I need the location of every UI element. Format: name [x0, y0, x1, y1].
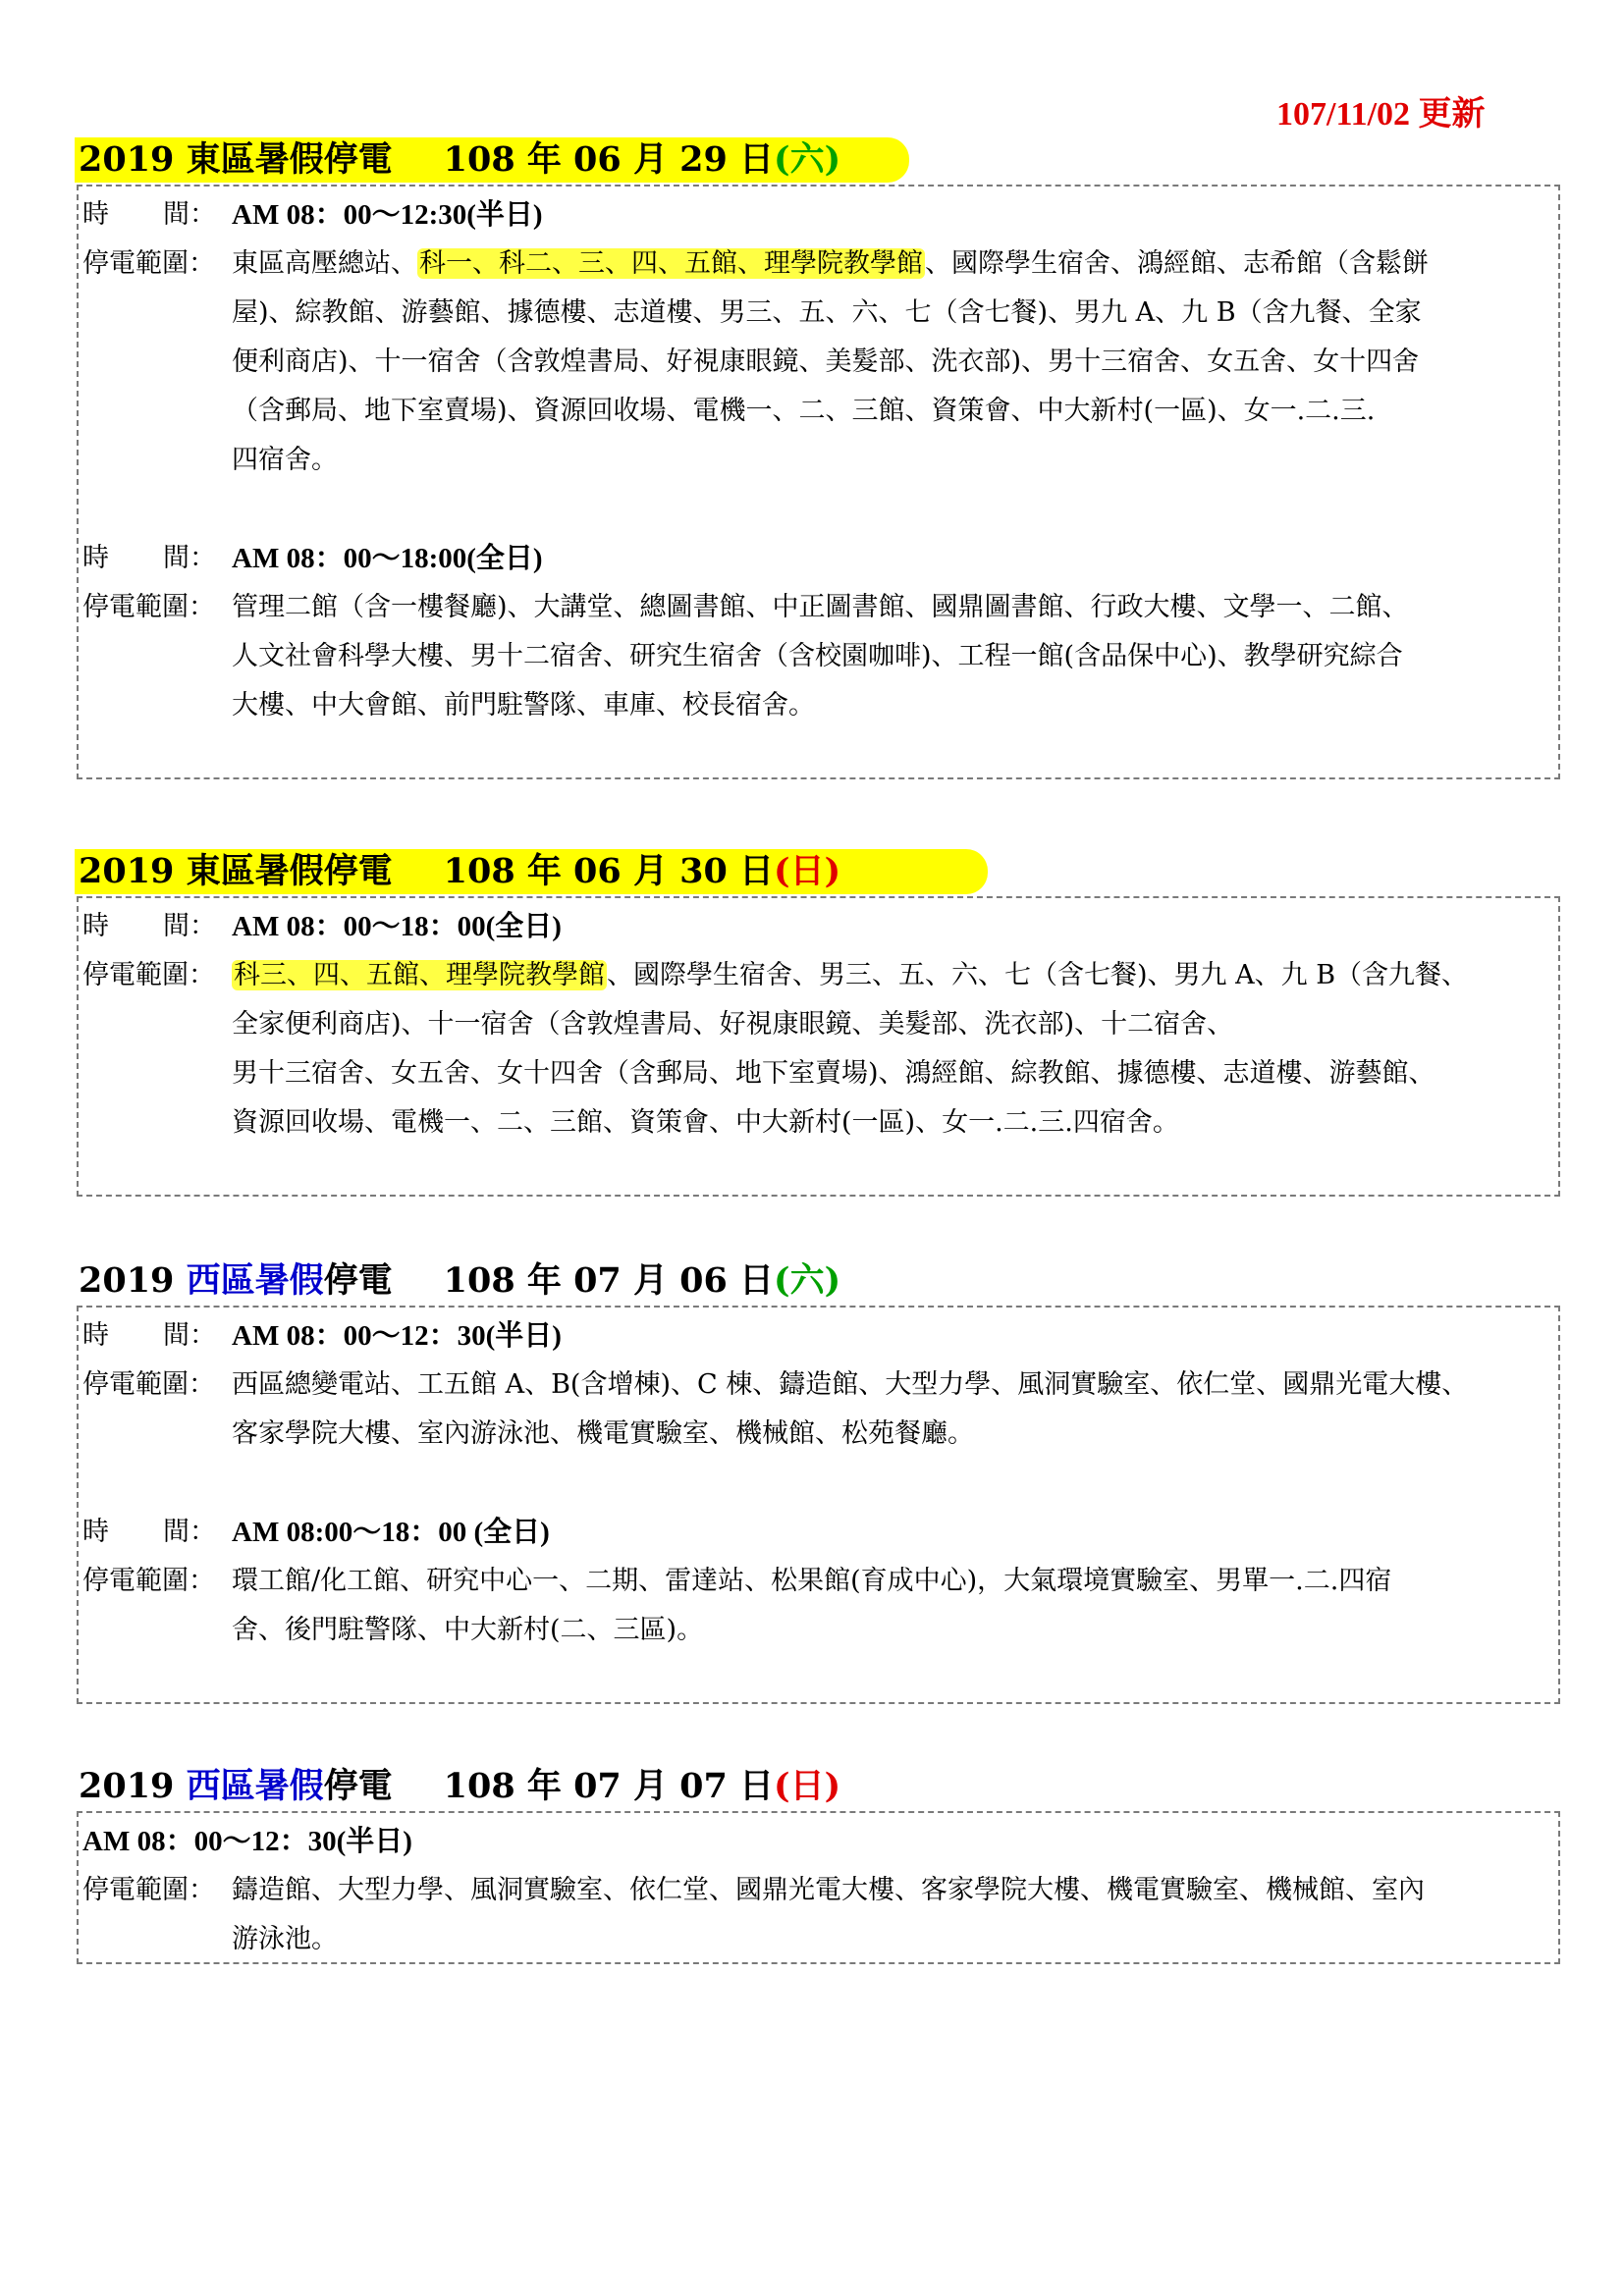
scope-row — [82, 583, 1552, 730]
update-stamp: 107/11/02 更新 — [1276, 96, 1486, 133]
heading-date: 108 年 06 月 29 日 — [443, 139, 775, 180]
scope-value: 環工館/化工館、研究中心一、二期、雷達站、松果館(育成中心)，大氣環境實驗室、男單一.二.四宿 舍、後門駐警隊、中大新村(二、三區)。 — [232, 1566, 1392, 1645]
scope-label: 停電範圍： — [82, 248, 215, 279]
scope-row — [82, 951, 1552, 1148]
scope-row — [82, 240, 1552, 485]
outage-section-0706 — [77, 1256, 1560, 1704]
time-label: 時 間： — [82, 911, 216, 941]
scope-label: 停電範圍： — [82, 1369, 215, 1400]
heading-area-suffix: 停電 — [323, 1766, 393, 1806]
heading-year: 2019 — [79, 1766, 187, 1806]
scope-row — [82, 1361, 1552, 1459]
scope-row — [82, 1557, 1552, 1655]
heading-area: 東區暑假停電 — [186, 139, 393, 180]
time-value: AM 08：00～12:30(半日) — [232, 199, 543, 231]
heading-date: 108 年 06 月 30 日 — [443, 851, 775, 891]
heading-year: 2019 — [79, 139, 187, 180]
time-value: AM 08：00～18：00(全日) — [232, 911, 562, 942]
time-label: 時 間： — [82, 199, 216, 230]
heading-weekday: (日) — [774, 1766, 841, 1806]
scope-label: 停電範圍： — [82, 1566, 215, 1596]
outage-section-0629 — [77, 135, 1560, 779]
time-row — [82, 190, 1552, 240]
outage-section-0630 — [77, 847, 1560, 1197]
time-row — [82, 1817, 1552, 1866]
heading-area: 西區暑假 — [186, 1260, 324, 1301]
time-value: AM 08：00～12：30(半日) — [232, 1320, 562, 1352]
highlighted-buildings: 科一、科二、三、四、五館、理學院教學館 — [419, 248, 923, 279]
time-label: 時 間： — [82, 543, 216, 573]
scope-value: 鑄造館、大型力學、風洞實驗室、依仁堂、國鼎光電大樓、客家學院大樓、機電實驗室、機械館、室內 游泳池。 — [232, 1875, 1425, 1954]
time-row — [82, 1508, 1552, 1557]
section-heading — [77, 847, 1560, 896]
scope-label: 停電範圍： — [82, 1875, 215, 1905]
scope-value: 科三、四、五館、理學院教學館、國際學生宿舍、男三、五、六、七（含七餐)、男九 A、九 B（含九餐、 全家便利商店)、十一宿舍（含敦煌書局、好視康眼鏡、美髮部、洗衣部)、十二宿舍、 男十三宿舍、女五舍、女十四舍（含郵局、地下室賣場)、鴻經館、綜教館、據德樓、志道樓、游藝館、 資源回收場、電機一、二、三館、資策會、中大新村(一區)、女一.二.三.四宿舍。 — [232, 960, 1469, 1138]
heading-date: 108 年 07 月 06 日 — [443, 1260, 775, 1301]
scope-label: 停電範圍： — [82, 592, 215, 622]
section-heading — [77, 1762, 1560, 1811]
section-heading — [77, 135, 1560, 185]
heading-weekday: (日) — [774, 851, 841, 891]
outage-detail-box — [77, 185, 1560, 779]
heading-date: 108 年 07 月 07 日 — [443, 1766, 775, 1806]
time-label: 時 間： — [82, 1320, 216, 1351]
heading-year: 2019 — [79, 851, 187, 891]
time-row — [82, 1311, 1552, 1361]
time-row — [82, 902, 1552, 951]
heading-weekday: (六) — [774, 139, 841, 180]
heading-year: 2019 — [79, 1260, 187, 1301]
scope-label: 停電範圍： — [82, 960, 215, 990]
time-value: AM 08：00～12：30(半日) — [82, 1826, 412, 1857]
outage-detail-box — [77, 1306, 1560, 1704]
heading-area: 東區暑假停電 — [186, 851, 393, 891]
time-row — [82, 534, 1552, 583]
section-heading — [77, 1256, 1560, 1306]
heading-weekday: (六) — [774, 1260, 841, 1301]
outage-section-0707 — [77, 1762, 1560, 1964]
heading-area: 西區暑假 — [186, 1766, 324, 1806]
highlighted-buildings: 科三、四、五館、理學院教學館 — [234, 960, 605, 990]
time-value: AM 08：00～18:00(全日) — [232, 543, 543, 574]
time-value: AM 08:00～18：00 (全日) — [232, 1517, 550, 1548]
scope-value: 管理二館（含一樓餐廳)、大講堂、總圖書館、中正圖書館、國鼎圖書館、行政大樓、文學一、二館、 人文社會科學大樓、男十二宿舍、研究生宿舍（含校園咖啡)、工程一館(含品保中心)、教學研究綜合 大樓、中大會館、前門駐警隊、車庫、校長宿舍。 — [232, 592, 1409, 721]
outage-detail-box — [77, 1811, 1560, 1964]
scope-value: 西區總變電站、工五館 A、B(含增棟)、C 棟、鑄造館、大型力學、風洞實驗室、依仁堂、國鼎光電大樓、 客家學院大樓、室內游泳池、機電實驗室、機械館、松苑餐廳。 — [232, 1369, 1469, 1449]
scope-value: 東區高壓總站、科一、科二、三、四、五館、理學院教學館、國際學生宿舍、鴻經館、志希館（含鬆餅 屋)、綜教館、游藝館、據德樓、志道樓、男三、五、六、七（含七餐)、男九 A、九 B（含九餐、全家 便利商店)、十一宿舍（含敦煌書局、好視康眼鏡、美髮部、洗衣部)、男十三宿舍、女五舍、女十四舍 （含郵局、地下室賣場)、資源回收場、電機一、二、三館、資策會、中大新村(一區)、女一.二.三. 四宿舍。 — [232, 248, 1429, 475]
heading-area-suffix: 停電 — [323, 1260, 393, 1301]
scope-row — [82, 1866, 1552, 1964]
outage-detail-box — [77, 896, 1560, 1197]
time-label: 時 間： — [82, 1517, 216, 1547]
